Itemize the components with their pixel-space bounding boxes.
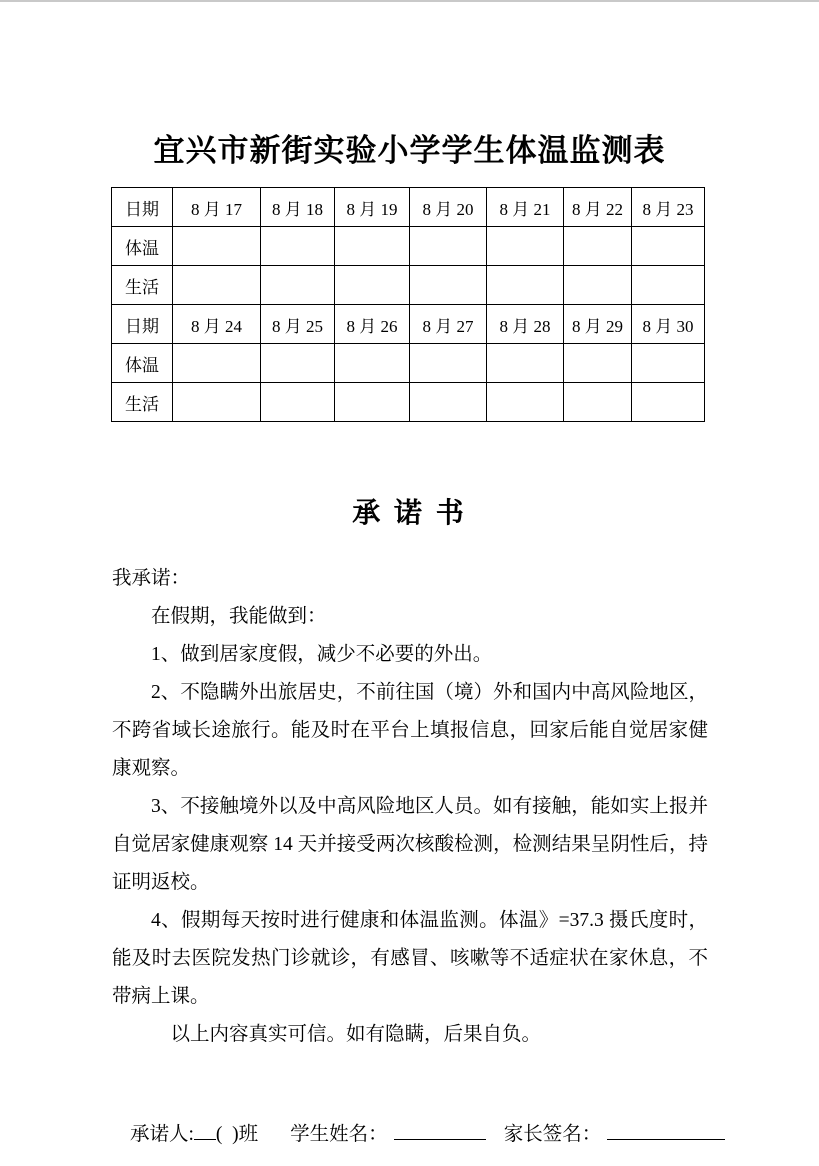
row-label: 体温 <box>112 227 173 266</box>
page-top-edge <box>0 0 819 2</box>
pledge-closing: 以上内容真实可信。如有隐瞒，后果自负。 <box>170 1024 542 1045</box>
row-label: 体温 <box>112 344 173 383</box>
table-cell: 8 月 25 <box>261 305 335 344</box>
row-label: 生活 <box>112 383 173 422</box>
pledge-sub-intro: 在假期，我能做到： <box>151 606 327 627</box>
table-cell <box>335 266 410 305</box>
table-cell <box>487 227 564 266</box>
table-cell <box>632 227 705 266</box>
pledge-item-2: 2、不隐瞒外出旅居史，不前往国（境）外和国内中高风险地区，不跨省域长途旅行。能及时在平台上填报信息，回家后能自觉居家健康观察。 <box>112 682 708 779</box>
class-suffix: ( )班 <box>215 1124 259 1145</box>
table-cell <box>335 344 410 383</box>
table-cell: 8 月 21 <box>487 188 564 227</box>
table-cell <box>261 266 335 305</box>
table-cell <box>173 227 261 266</box>
row-label: 生活 <box>112 266 173 305</box>
table-row <box>112 383 705 422</box>
table-cell: 8 月 24 <box>173 305 261 344</box>
pledge-intro: 我承诺： <box>112 568 191 589</box>
parent-sign-label: 家长签名： <box>503 1124 602 1145</box>
table-row <box>112 188 705 227</box>
table-cell <box>410 266 487 305</box>
table-cell: 8 月 23 <box>632 188 705 227</box>
table-cell: 8 月 29 <box>564 305 632 344</box>
class-blank <box>194 1123 216 1140</box>
pledge-item-4: 4、假期每天按时进行健康和体温监测。体温》=37.3 摄氏度时，能及时去医院发热门诊就诊，有感冒、咳嗽等不适症状在家休息，不带病上课。 <box>112 910 708 1007</box>
table-cell <box>487 344 564 383</box>
table-cell <box>564 266 632 305</box>
table-cell <box>173 266 261 305</box>
table-cell <box>564 227 632 266</box>
parent-sign-blank <box>607 1123 725 1140</box>
table-cell: 8 月 17 <box>173 188 261 227</box>
table-cell <box>261 344 335 383</box>
table-cell <box>632 266 705 305</box>
table-cell: 8 月 30 <box>632 305 705 344</box>
table-row <box>112 344 705 383</box>
table-cell: 8 月 26 <box>335 305 410 344</box>
table-cell: 8 月 22 <box>564 188 632 227</box>
table-cell: 8 月 19 <box>335 188 410 227</box>
table-cell: 8 月 28 <box>487 305 564 344</box>
pledger-label: 承诺人: <box>130 1124 194 1145</box>
temperature-table-body <box>112 188 705 422</box>
table-row <box>112 266 705 305</box>
student-name-label: 学生姓名： <box>290 1124 388 1145</box>
table-cell <box>261 227 335 266</box>
table-cell <box>410 383 487 422</box>
row-label: 日期 <box>112 305 173 344</box>
table-cell: 8 月 27 <box>410 305 487 344</box>
table-cell <box>173 383 261 422</box>
table-cell: 8 月 18 <box>261 188 335 227</box>
table-cell <box>564 383 632 422</box>
table-cell <box>487 383 564 422</box>
pledge-item-3: 3、不接触境外以及中高风险地区人员。如有接触，能如实上报并自觉居家健康观察 14 天并接受两次核酸检测，检测结果呈阴性后，持证明返校。 <box>112 796 708 893</box>
table-cell <box>410 227 487 266</box>
table-cell <box>335 383 410 422</box>
signature-line <box>130 1120 819 1150</box>
table-row <box>112 227 705 266</box>
pledge-body <box>112 560 708 1054</box>
table-cell <box>487 266 564 305</box>
table-cell <box>632 383 705 422</box>
row-label: 日期 <box>112 188 173 227</box>
table-cell <box>410 344 487 383</box>
table-cell <box>564 344 632 383</box>
table-cell <box>173 344 261 383</box>
document-title: 宜兴市新街实验小学学生体温监测表 <box>153 133 666 168</box>
pledge-item-1: 1、做到居家度假，减少不必要的外出。 <box>151 644 493 665</box>
table-cell <box>261 383 335 422</box>
pledge-title: 承 诺 书 <box>352 497 467 528</box>
temperature-monitor-table <box>111 187 705 422</box>
table-cell <box>335 227 410 266</box>
table-row <box>112 305 705 344</box>
student-name-blank <box>394 1123 486 1140</box>
table-cell: 8 月 20 <box>410 188 487 227</box>
table-cell <box>632 344 705 383</box>
